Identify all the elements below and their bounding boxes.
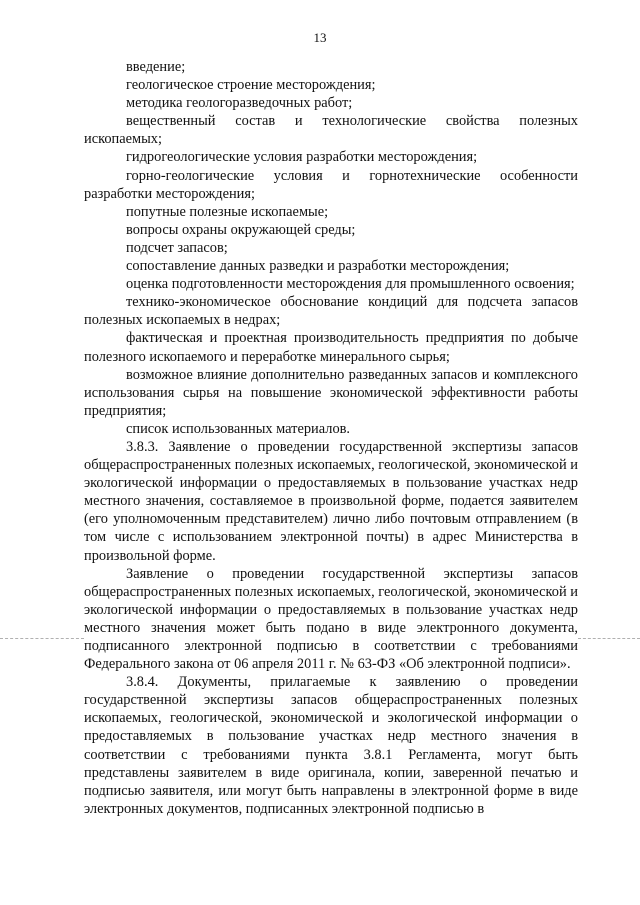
list-item-reserves-calculation: подсчет запасов; — [126, 239, 228, 256]
document-body — [84, 58, 578, 818]
page-number: 13 — [313, 30, 327, 45]
list-item-associated-minerals: попутные полезные ископаемые; — [126, 203, 329, 220]
list-item-productivity: фактическая и проектная производительность предприятия по добыче полезного ископаемого и переработке минерального сырья; — [84, 330, 578, 365]
paragraph-3-8-4: 3.8.4. Документы, прилагаемые к заявлению о проведении государственной экспертизы запасов общераспространенных полезных ископаемых, геологической, экономической и экологической информации о предоставляемых в пользование участках недр местного значения в соответствии с требованиями пункта 3.8.1 Регламента, могут быть представлены заявителем в виде оригинала, копии, заверенной печатью и подписью заявителя, или могут быть направлены в электронной форме в виде электронных документов, подписанных электронной подписью в — [84, 674, 578, 817]
list-item-feasibility: технико-экономическое обоснование кондиций для подсчета запасов полезных ископаемых в недрах; — [84, 294, 578, 329]
list-item-data-comparison: сопоставление данных разведки и разработки месторождения; — [126, 258, 510, 275]
list-item-economic-impact: возможное влияние дополнительно разведанных запасов и комплексного использования сырья на повышение экономической эффективности работы предприятия; — [84, 366, 578, 419]
scan-artifact-line-right — [578, 638, 640, 639]
list-item-introduction: введение; — [126, 59, 186, 75]
paragraph-3-8-3: 3.8.3. Заявление о проведении государственной экспертизы запасов общераспространенных полезных ископаемых, геологической, экономической и экологической информации о предоставляемых в пользование участках недр местного значения, составляемое в произвольной форме, подается заявителем (его уполномоченным представителем) лично либо почтовым отправлением (в том числе с использованием электронной почты) в адрес Министерства в произвольной форме. — [84, 438, 578, 564]
list-item-references: список использованных материалов. — [126, 420, 351, 437]
list-item-environment: вопросы охраны окружающей среды; — [126, 221, 356, 238]
list-item-exploration-methods: методика геологоразведочных работ; — [126, 95, 353, 112]
list-item-material-composition: вещественный состав и технологические свойства полезных ископаемых; — [84, 113, 578, 148]
scan-artifact-line-left — [0, 638, 84, 639]
list-item-readiness: оценка подготовленности месторождения для промышленного освоения; — [126, 276, 575, 293]
list-item-geological-structure: геологическое строение месторождения; — [126, 77, 376, 94]
paragraph-electronic-application: Заявление о проведении государственной экспертизы запасов общераспространенных полезных ископаемых, геологической, экономической и экологической информации о предоставляемых в пользование участках недр местного значения может быть подано в виде электронного документа, подписанного электронной подписью в соответствии с требованиями Федерального закона от 06 апреля 2011 г. № 63-ФЗ «Об электронной подписи». — [84, 565, 578, 673]
list-item-hydrogeology: гидрогеологические условия разработки месторождения; — [126, 149, 478, 166]
list-item-mining-geology: горно-геологические условия и горнотехнические особенности разработки месторождения; — [84, 167, 578, 202]
